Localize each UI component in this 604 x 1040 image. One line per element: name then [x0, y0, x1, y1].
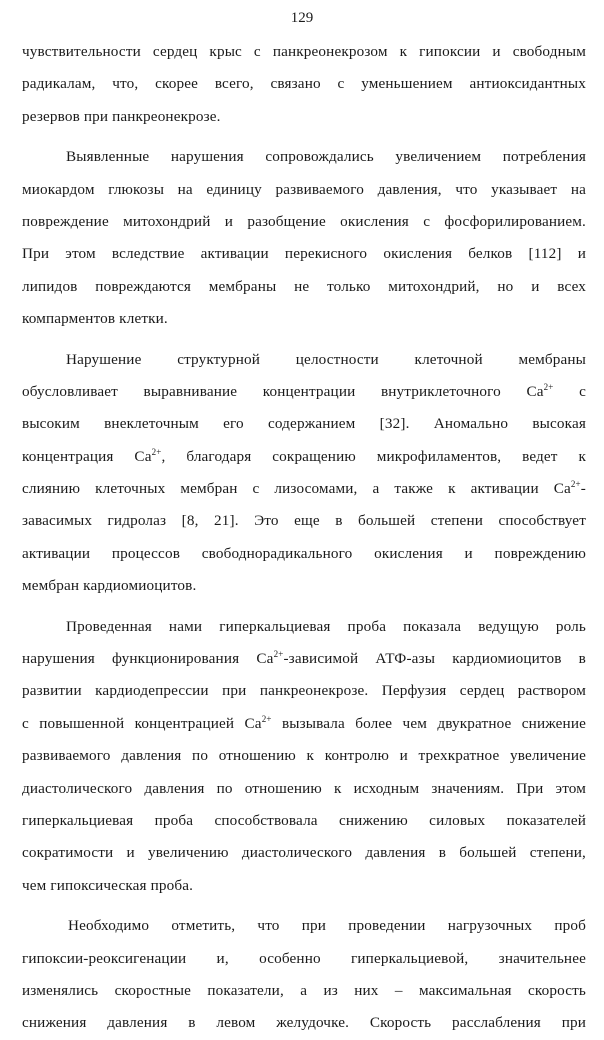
paragraph — [22, 910, 586, 1040]
text-line: компарментов клетки. — [22, 310, 168, 328]
text-line: Необходимо отметить, что при проведении нагрузочных проб — [68, 917, 586, 935]
superscript: 2+ — [273, 649, 284, 660]
text-line: диастолического давления по отношению к исходным значениям. При этом — [22, 779, 586, 797]
text-line: сократимости и увеличению диастолического давления в большей степени, — [22, 844, 586, 862]
superscript: 2+ — [570, 479, 581, 490]
text-line: концентрация $Ca^{2+}$, благодаря сокращению микрофиламентов, ведет к — [22, 446, 587, 465]
text-line: гипоксии-реоксигенации и, особенно гиперкальциевой, значительнее — [22, 949, 586, 967]
text-line: развиваемого давления по отношению к контролю и трехкратное увеличение — [22, 747, 586, 765]
paragraph — [22, 36, 586, 133]
text-line: чувствительности сердец крыс с панкреонекрозом к гипоксии и свободным — [22, 43, 586, 60]
text-line: завасимых гидролаз [8, 21]. Это еще в большей степени способствует — [22, 512, 586, 530]
paragraph — [22, 611, 586, 903]
paragraph — [22, 344, 586, 603]
text-line: миокардом глюкозы на единицу развиваемого давления, что указывает на — [22, 180, 586, 198]
text-line: изменялись скоростные показатели, а из них – максимальная скорость — [22, 981, 586, 999]
text-line: чем гипоксическая проба. — [22, 876, 194, 894]
superscript: 2+ — [261, 713, 272, 724]
text-line: повреждение митохондрий и разобщение окисления с фосфорилированием. — [22, 212, 586, 230]
text-line: резервов при панкреонекрозе. — [22, 107, 221, 125]
text-line: Проведенная нами гиперкальциевая проба показала ведущую роль — [66, 617, 586, 635]
text-line: мембран кардиомиоцитов. — [22, 577, 197, 595]
text-line: нарушения функционирования $Ca^{2+}$-зависимой АТФ-азы кардиомиоцитов в — [22, 649, 587, 668]
text-line: обусловливает выравнивание концентрации внутриклеточного $Ca^{2+}$ с — [22, 381, 586, 400]
text-line: с повышенной концентрацией $Ca^{2+}$ вызывала более чем двукратное снижение — [22, 713, 586, 732]
superscript: 2+ — [543, 381, 554, 392]
text-line: развитии кардиодепрессии при панкреонекрозе. Перфузия сердец раствором — [22, 682, 586, 700]
text-line: слиянию клеточных мембран с лизосомами, а также к активации $Ca^{2+}-$ — [22, 479, 586, 498]
text-line: радикалам, что, скорее всего, связано с уменьшением антиоксидантных — [22, 75, 586, 93]
document-body — [22, 36, 586, 1040]
paragraph — [22, 141, 586, 335]
text-line: Выявленные нарушения сопровождались увеличением потребления — [66, 148, 586, 166]
text-line: активации процессов свободнорадикального окисления и повреждению — [22, 544, 586, 562]
text-line: липидов повреждаются мембраны не только митохондрий, но и всех — [22, 277, 586, 295]
page-number: 129 — [290, 10, 314, 26]
superscript: 2+ — [151, 446, 162, 457]
text-line: высоким внеклеточным его содержанием [32]. Аномально высокая — [22, 415, 586, 433]
text-line: гиперкальциевая проба способствовала снижению силовых показателей — [22, 811, 586, 829]
text-line: При этом вследствие активации перекисного окисления белков [112] и — [22, 245, 586, 263]
text-line: Нарушение структурной целостности клеточной мембраны — [66, 350, 586, 368]
text-line: снижения давления в левом желудочке. Скорость расслабления при — [22, 1014, 586, 1032]
